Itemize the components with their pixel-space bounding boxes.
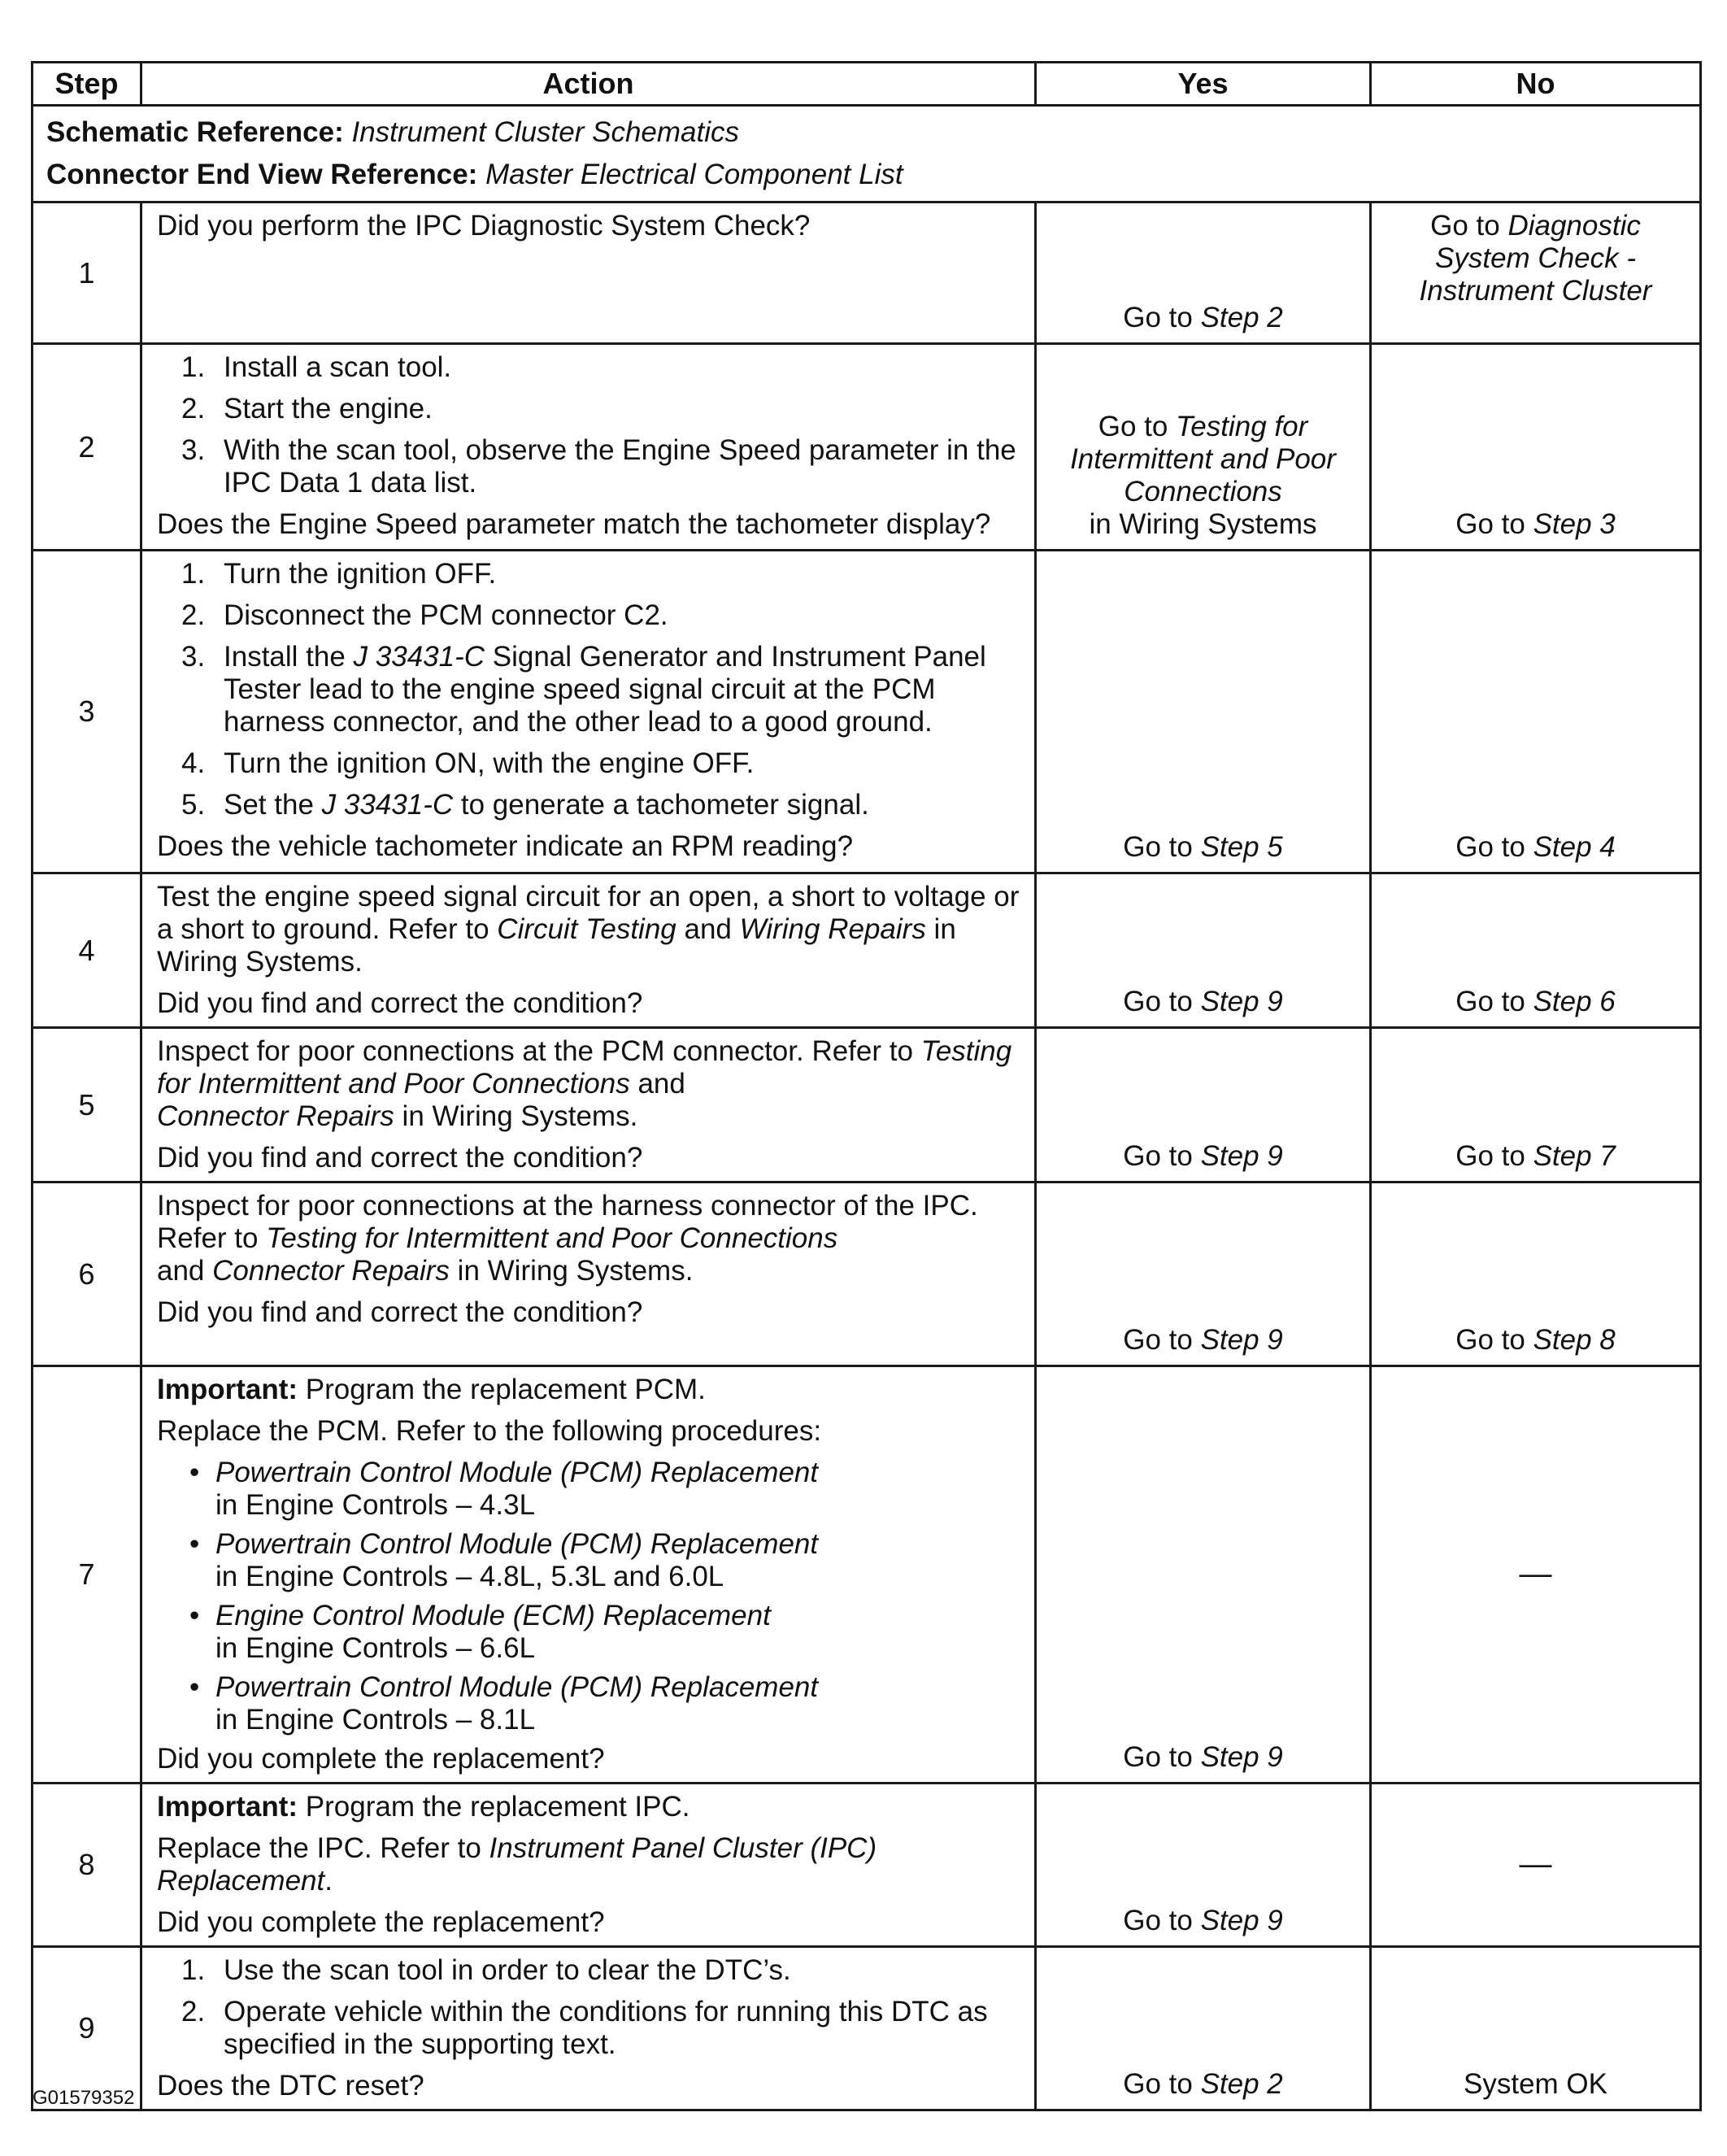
procedure-link[interactable]: Circuit Testing xyxy=(497,913,676,945)
step-number: 6 xyxy=(33,1183,141,1366)
action-steps xyxy=(157,351,1023,499)
header-no: No xyxy=(1371,63,1701,106)
yes-cell xyxy=(1036,551,1371,873)
yes-cell xyxy=(1036,1028,1371,1183)
procedure-location: in Engine Controls – 4.8L, 5.3L and 6.0L xyxy=(215,1561,724,1592)
no-link[interactable]: Step 4 xyxy=(1533,831,1616,863)
yes-prefix: Go to xyxy=(1123,1324,1201,1356)
question-text: Does the vehicle tachometer indicate an RPM reading? xyxy=(157,830,854,862)
no-prefix: Go to xyxy=(1455,1324,1533,1356)
no-cell xyxy=(1371,1947,1701,2110)
action-step-text: Install the xyxy=(224,641,354,673)
yes-link[interactable]: Step 9 xyxy=(1200,1741,1283,1773)
procedure-link[interactable]: Engine Control Module (ECM) Replacement xyxy=(215,1600,771,1631)
action-step: 2. Disconnect the PCM connector C2. xyxy=(181,599,668,631)
table-row xyxy=(33,203,1701,344)
action-step: 3. Install the J 33431-C Signal Generator and Instrument Panel Tester lead to the engine speed signal circuit at the PCM harness connector, and the other lead to a good ground. xyxy=(181,641,986,738)
action-text: in Wiring Systems. xyxy=(449,1255,694,1287)
yes-cell xyxy=(1036,203,1371,344)
diagnostic-table xyxy=(31,61,1702,2111)
yes-prefix: Go to xyxy=(1123,1905,1201,1936)
table-row xyxy=(33,1366,1701,1784)
yes-link[interactable]: Step 2 xyxy=(1200,302,1283,333)
procedure-link[interactable]: Testing for Intermittent and Poor Connections xyxy=(157,1035,1012,1100)
procedure-list xyxy=(157,1457,1023,1736)
table-row xyxy=(33,344,1701,551)
action-cell xyxy=(141,551,1036,873)
action-step-text: to generate a tachometer signal. xyxy=(453,789,869,821)
no-cell xyxy=(1371,873,1701,1028)
no-link[interactable]: Step 3 xyxy=(1533,508,1616,540)
action-cell xyxy=(141,1028,1036,1183)
yes-prefix: Go to xyxy=(1123,1741,1201,1773)
yes-link[interactable]: Step 9 xyxy=(1200,1324,1283,1356)
no-cell xyxy=(1371,1028,1701,1183)
action-step-text: Operate vehicle within the conditions for running this DTC as specified in the supporting text. xyxy=(224,1996,988,2060)
action-text: Replace the IPC. Refer to xyxy=(157,1832,489,1864)
no-cell xyxy=(1371,1784,1701,1947)
yes-cell xyxy=(1036,1947,1371,2110)
no-cell xyxy=(1371,344,1701,551)
no-link[interactable]: Step 6 xyxy=(1533,986,1616,1017)
table-row xyxy=(33,1947,1701,2110)
action-text: and xyxy=(629,1068,685,1100)
step-number: 4 xyxy=(33,873,141,1028)
schematic-reference xyxy=(46,111,1686,154)
connector-reference xyxy=(46,154,1686,196)
no-dash: — xyxy=(1519,1846,1552,1882)
question-text: Does the DTC reset? xyxy=(157,2070,424,2102)
step-number: 5 xyxy=(33,1028,141,1183)
connector-reference-link[interactable]: Master Electrical Component List xyxy=(485,159,903,190)
action-cell xyxy=(141,873,1036,1028)
yes-link[interactable]: Step 2 xyxy=(1200,2068,1283,2100)
procedure-link[interactable]: Powertrain Control Module (PCM) Replacement xyxy=(215,1671,819,1703)
table-row xyxy=(33,1183,1701,1366)
action-text: in Wiring Systems. xyxy=(394,1100,638,1132)
yes-cell xyxy=(1036,1183,1371,1366)
yes-cell xyxy=(1036,1784,1371,1947)
action-cell xyxy=(141,1183,1036,1366)
question-text: Did you find and correct the condition? xyxy=(157,1142,643,1174)
procedure-link[interactable]: Testing for Intermittent and Poor Connections xyxy=(266,1222,838,1254)
no-dash: — xyxy=(1519,1556,1552,1592)
action-step: 1. Turn the ignition OFF. xyxy=(181,558,497,590)
header-step: Step xyxy=(33,63,141,106)
question-text: Did you find and correct the condition? xyxy=(157,987,643,1019)
action-cell xyxy=(141,1947,1036,2110)
action-text: in Wiring Systems. xyxy=(157,913,956,978)
action-step-text: Use the scan tool in order to clear the DTC’s. xyxy=(224,1954,791,1986)
procedure-link[interactable]: Powertrain Control Module (PCM) Replacement xyxy=(215,1528,819,1560)
yes-cell xyxy=(1036,873,1371,1028)
procedure-link[interactable]: Connector Repairs xyxy=(212,1255,450,1287)
no-link[interactable]: Diagnostic System Check - Instrument Cluster xyxy=(1419,210,1652,307)
action-cell xyxy=(141,1366,1036,1784)
action-paragraph xyxy=(157,1190,1023,1287)
step-number: 9 xyxy=(33,1947,141,2110)
no-link[interactable]: Step 8 xyxy=(1533,1324,1616,1356)
no-cell xyxy=(1371,203,1701,344)
procedure-link[interactable]: Wiring Repairs xyxy=(739,913,926,945)
procedure-link[interactable]: Connector Repairs xyxy=(157,1100,394,1132)
yes-prefix: Go to xyxy=(1123,302,1201,333)
header-row xyxy=(33,63,1701,106)
table-row xyxy=(33,1784,1701,1947)
action-step-text: Disconnect the PCM connector C2. xyxy=(224,599,668,631)
important-text: Program the replacement PCM. xyxy=(298,1374,706,1405)
step-number: 2 xyxy=(33,344,141,551)
step-number: 3 xyxy=(33,551,141,873)
action-text: . xyxy=(324,1865,333,1897)
important-note xyxy=(157,1374,1023,1406)
action-text: Inspect for poor connections at the harness connector of the IPC. Refer to xyxy=(157,1190,978,1254)
action-paragraph xyxy=(157,1035,1023,1133)
action-step: 1. Use the scan tool in order to clear the DTC’s. xyxy=(181,1954,791,1986)
yes-prefix: Go to xyxy=(1123,2068,1201,2100)
header-yes: Yes xyxy=(1036,63,1371,106)
table-row xyxy=(33,1028,1701,1183)
action-step: 2. Start the engine. xyxy=(181,393,433,425)
action-step-text: Turn the ignition OFF. xyxy=(224,558,497,590)
no-prefix: Go to xyxy=(1455,508,1533,540)
no-cell xyxy=(1371,551,1701,873)
action-step-text: Set the xyxy=(224,789,322,821)
yes-link[interactable]: Step 9 xyxy=(1200,1140,1283,1172)
action-cell xyxy=(141,1784,1036,1947)
procedure-location: in Engine Controls – 8.1L xyxy=(215,1704,536,1736)
action-text: Test the engine speed signal circuit for an open, a short to voltage or a short to ground. Refer to xyxy=(157,881,1020,945)
yes-link[interactable]: Step 9 xyxy=(1200,1905,1283,1936)
question-text: Did you complete the replacement? xyxy=(157,1743,605,1775)
yes-prefix: Go to xyxy=(1123,1140,1201,1172)
action-step-text: Signal Generator and Instrument Panel Tester lead to the engine speed signal circuit at the PCM harness connector, and the other lead to a good ground. xyxy=(224,641,986,738)
question-text: Did you complete the replacement? xyxy=(157,1906,605,1938)
yes-cell xyxy=(1036,1366,1371,1784)
yes-link[interactable]: Step 9 xyxy=(1200,986,1283,1017)
tool-name: J 33431-C xyxy=(353,641,485,673)
action-step-text: Turn the ignition ON, with the engine OFF. xyxy=(224,747,755,779)
question-text: Did you perform the IPC Diagnostic System Check? xyxy=(157,210,811,242)
important-label: Important: xyxy=(157,1791,298,1823)
yes-cell xyxy=(1036,344,1371,551)
procedure-item xyxy=(157,1457,1023,1522)
important-label: Important: xyxy=(157,1374,298,1405)
step-number: 7 xyxy=(33,1366,141,1784)
table-row xyxy=(33,551,1701,873)
no-link[interactable]: Step 7 xyxy=(1533,1140,1616,1172)
no-cell xyxy=(1371,1183,1701,1366)
procedure-location: in Engine Controls – 6.6L xyxy=(215,1632,536,1664)
important-note xyxy=(157,1791,1023,1823)
action-step: 4. Turn the ignition ON, with the engine OFF. xyxy=(181,747,755,779)
connector-reference-label: Connector End View Reference: xyxy=(46,159,478,190)
important-text: Program the replacement IPC. xyxy=(298,1791,690,1823)
yes-link[interactable]: Testing for Intermittent and Poor Connections xyxy=(1070,411,1336,507)
action-step-text: Install a scan tool. xyxy=(224,351,452,383)
action-step: 2. Operate vehicle within the conditions for running this DTC as specified in the supporting text. xyxy=(181,1996,988,2060)
no-prefix: Go to xyxy=(1455,831,1533,863)
yes-prefix: Go to xyxy=(1123,986,1201,1017)
yes-prefix: Go to xyxy=(1098,411,1177,442)
tool-name: J 33431-C xyxy=(321,789,454,821)
action-step: 3. With the scan tool, observe the Engine Speed parameter in the IPC Data 1 data list. xyxy=(181,434,1016,499)
question-text: Did you find and correct the condition? xyxy=(157,1296,643,1328)
action-step-text: With the scan tool, observe the Engine Speed parameter in the IPC Data 1 data list. xyxy=(224,434,1016,499)
header-action: Action xyxy=(141,63,1036,106)
action-text: Inspect for poor connections at the PCM connector. Refer to xyxy=(157,1035,921,1067)
question-text: Does the Engine Speed parameter match the tachometer display? xyxy=(157,508,991,540)
procedure-link[interactable]: Instrument Panel Cluster (IPC) Replacement xyxy=(157,1832,877,1897)
procedure-item xyxy=(157,1528,1023,1593)
reference-cell xyxy=(33,106,1701,203)
step-number: 1 xyxy=(33,203,141,344)
action-text: and xyxy=(157,1255,213,1287)
reference-row xyxy=(33,106,1701,203)
action-cell xyxy=(141,203,1036,344)
no-prefix: Go to xyxy=(1455,986,1533,1017)
no-prefix: Go to xyxy=(1430,210,1508,242)
procedure-location: in Engine Controls – 4.3L xyxy=(215,1489,536,1521)
action-step: 5. Set the J 33431-C to generate a tachometer signal. xyxy=(181,789,869,821)
no-prefix: Go to xyxy=(1455,1140,1533,1172)
table-row xyxy=(33,873,1701,1028)
procedure-link[interactable]: Powertrain Control Module (PCM) Replacement xyxy=(215,1457,819,1488)
yes-prefix: Go to xyxy=(1123,831,1201,863)
action-step: 1. Install a scan tool. xyxy=(181,351,452,383)
action-steps xyxy=(157,558,1023,821)
yes-suffix: in Wiring Systems xyxy=(1089,508,1317,540)
action-paragraph xyxy=(157,1832,1023,1897)
step-number: 8 xyxy=(33,1784,141,1947)
action-text: and xyxy=(676,913,740,945)
action-intro: Replace the PCM. Refer to the following procedures: xyxy=(157,1415,822,1447)
action-steps xyxy=(157,1954,1023,2061)
schematic-reference-link[interactable]: Instrument Cluster Schematics xyxy=(351,116,740,148)
no-cell xyxy=(1371,1366,1701,1784)
procedure-item xyxy=(157,1671,1023,1736)
procedure-item xyxy=(157,1600,1023,1665)
action-step-text: Start the engine. xyxy=(224,393,433,425)
action-cell xyxy=(141,344,1036,551)
yes-link[interactable]: Step 5 xyxy=(1200,831,1283,863)
no-result: System OK xyxy=(1464,2068,1607,2100)
schematic-reference-label: Schematic Reference: xyxy=(46,116,344,148)
action-paragraph xyxy=(157,881,1023,978)
figure-code: G01579352 xyxy=(33,2087,135,2109)
